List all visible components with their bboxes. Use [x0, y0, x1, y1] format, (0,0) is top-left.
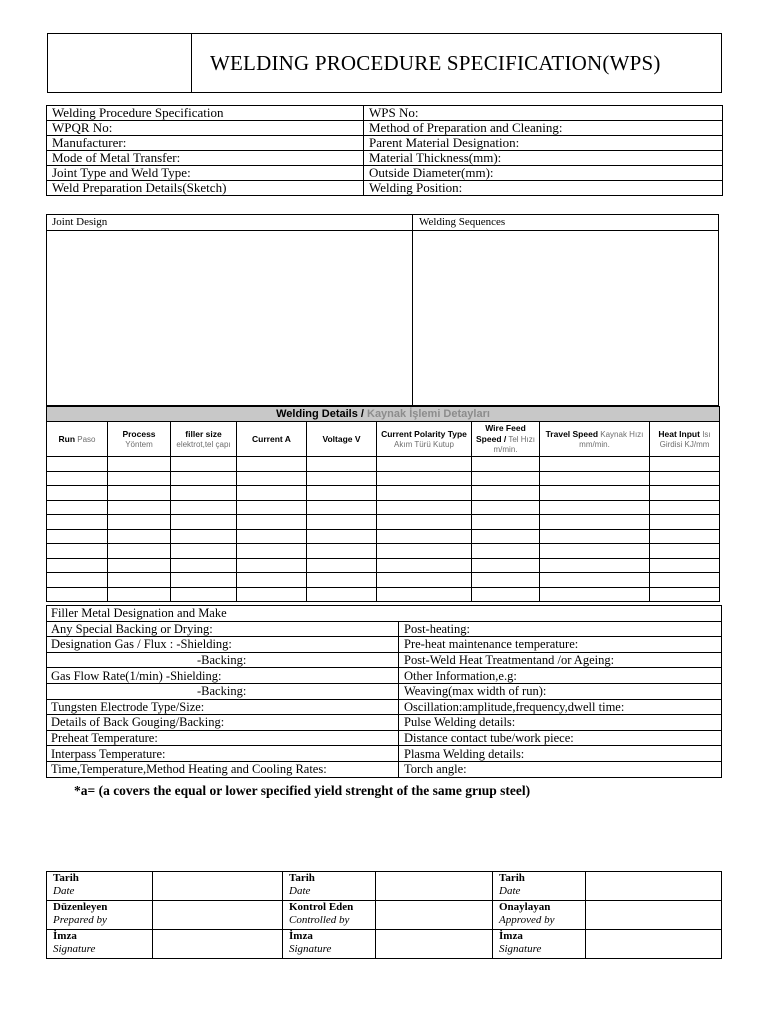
- info-row: [47, 151, 723, 166]
- welding-row: [47, 486, 720, 501]
- welding-cell[interactable]: [650, 587, 720, 602]
- welding-cell[interactable]: [377, 573, 472, 588]
- signature-field[interactable]: [376, 901, 493, 930]
- welding-column-header: Voltage V: [307, 422, 377, 457]
- signature-field[interactable]: [586, 901, 722, 930]
- welding-row: [47, 457, 720, 472]
- filler-label-right[interactable]: Pulse Welding details:: [399, 715, 722, 731]
- filler-label-right[interactable]: Weaving(max width of run):: [399, 683, 722, 699]
- welding-sequences-label: Welding Sequences: [419, 216, 506, 228]
- filler-label-right[interactable]: Plasma Welding details:: [399, 746, 722, 762]
- welding-cell[interactable]: [650, 558, 720, 573]
- welding-details-caption: Welding Details / Kaynak İşlemi Detayları: [47, 407, 720, 422]
- filler-label-left[interactable]: -Backing:: [47, 683, 399, 699]
- welding-cell[interactable]: [237, 587, 307, 602]
- welding-cell[interactable]: [377, 486, 472, 501]
- welding-column-header: Current A: [237, 422, 307, 457]
- filler-label-left[interactable]: Preheat Temperature:: [47, 730, 399, 746]
- info-row: [47, 166, 723, 181]
- welding-cell[interactable]: [650, 471, 720, 486]
- welding-row: [47, 558, 720, 573]
- welding-cell[interactable]: [47, 500, 108, 515]
- signature-field[interactable]: [586, 930, 722, 959]
- welding-cell[interactable]: [377, 558, 472, 573]
- welding-row: [47, 500, 720, 515]
- welding-cell[interactable]: [237, 573, 307, 588]
- filler-row: [47, 761, 722, 777]
- welding-cell[interactable]: [307, 587, 377, 602]
- welding-cell[interactable]: [237, 500, 307, 515]
- welding-cell[interactable]: [540, 544, 650, 559]
- welding-row: [47, 573, 720, 588]
- welding-cell[interactable]: [472, 573, 540, 588]
- welding-cell[interactable]: [540, 515, 650, 530]
- welding-cell[interactable]: [108, 558, 171, 573]
- info-label-right[interactable]: Material Thickness(mm):: [364, 151, 723, 166]
- welding-cell[interactable]: [650, 515, 720, 530]
- document-title: WELDING PROCEDURE SPECIFICATION(WPS): [210, 51, 661, 75]
- filler-label-right[interactable]: Oscillation:amplitude,frequency,dwell time:: [399, 699, 722, 715]
- welding-column-header: Process Yöntem: [108, 422, 171, 457]
- welding-cell[interactable]: [108, 500, 171, 515]
- filler-label-left[interactable]: Gas Flow Rate(1/min) -Shielding:: [47, 668, 399, 684]
- welding-cell[interactable]: [472, 544, 540, 559]
- signature-label: Onaylayan Approved by: [493, 901, 586, 930]
- welding-cell[interactable]: [171, 544, 237, 559]
- wps-info-table: [46, 105, 723, 196]
- welding-cell[interactable]: [47, 544, 108, 559]
- info-label-left[interactable]: Joint Type and Weld Type:: [47, 166, 364, 181]
- welding-cell[interactable]: [540, 500, 650, 515]
- welding-cell[interactable]: [377, 457, 472, 472]
- welding-cell[interactable]: [472, 486, 540, 501]
- welding-cell[interactable]: [377, 471, 472, 486]
- welding-details-table: [46, 406, 720, 602]
- info-label-right[interactable]: Outside Diameter(mm):: [364, 166, 723, 181]
- signature-field[interactable]: [586, 872, 722, 901]
- welding-cell[interactable]: [237, 471, 307, 486]
- welding-cell[interactable]: [171, 558, 237, 573]
- info-label-right[interactable]: Welding Position:: [364, 181, 723, 196]
- welding-cell[interactable]: [108, 457, 171, 472]
- welding-cell[interactable]: [108, 471, 171, 486]
- filler-row: [47, 637, 722, 653]
- welding-cell[interactable]: [472, 529, 540, 544]
- welding-cell[interactable]: [307, 457, 377, 472]
- joint-design-area: [46, 214, 719, 406]
- welding-cell[interactable]: [307, 573, 377, 588]
- welding-cell[interactable]: [377, 529, 472, 544]
- welding-cell[interactable]: [108, 529, 171, 544]
- welding-cell[interactable]: [237, 529, 307, 544]
- welding-cell[interactable]: [47, 515, 108, 530]
- welding-column-header: Travel Speed Kaynak Hızı mm/min.: [540, 422, 650, 457]
- welding-cell[interactable]: [108, 515, 171, 530]
- welding-cell[interactable]: [307, 529, 377, 544]
- welding-cell[interactable]: [237, 457, 307, 472]
- signature-row: [47, 930, 722, 959]
- signature-table: [46, 871, 722, 959]
- info-label-right[interactable]: Parent Material Designation:: [364, 136, 723, 151]
- filler-label-right[interactable]: Post-heating:: [399, 621, 722, 637]
- signature-field[interactable]: [376, 930, 493, 959]
- filler-label-right[interactable]: Other Information,e.g:: [399, 668, 722, 684]
- info-label-left[interactable]: Welding Procedure Specification: [47, 106, 364, 121]
- signature-label: Tarih Date: [493, 872, 586, 901]
- welding-column-header: Current Polarity Type Akım Türü Kutup: [377, 422, 472, 457]
- welding-cell[interactable]: [540, 471, 650, 486]
- welding-column-header: filler size elektrot,tel çapı: [171, 422, 237, 457]
- signature-label: Kontrol Eden Controlled by: [283, 901, 376, 930]
- welding-cell[interactable]: [540, 558, 650, 573]
- signature-label: Tarih Date: [283, 872, 376, 901]
- filler-label-left[interactable]: Interpass Temperature:: [47, 746, 399, 762]
- filler-label-right[interactable]: Pre-heat maintenance temperature:: [399, 637, 722, 653]
- signature-field[interactable]: [153, 901, 283, 930]
- welding-column-header: Heat Input Isı Girdisi KJ/mm: [650, 422, 720, 457]
- welding-row: [47, 515, 720, 530]
- welding-cell[interactable]: [47, 529, 108, 544]
- welding-cell[interactable]: [108, 587, 171, 602]
- info-label-left[interactable]: Weld Preparation Details(Sketch): [47, 181, 364, 196]
- welding-cell[interactable]: [540, 486, 650, 501]
- welding-cell[interactable]: [108, 573, 171, 588]
- welding-cell[interactable]: [47, 573, 108, 588]
- info-row: [47, 106, 723, 121]
- welding-cell[interactable]: [472, 587, 540, 602]
- filler-label-right[interactable]: Distance contact tube/work piece:: [399, 730, 722, 746]
- welding-cell[interactable]: [171, 500, 237, 515]
- welding-cell[interactable]: [171, 471, 237, 486]
- welding-cell[interactable]: [47, 486, 108, 501]
- welding-cell[interactable]: [47, 587, 108, 602]
- welding-cell[interactable]: [540, 587, 650, 602]
- signature-field[interactable]: [153, 872, 283, 901]
- welding-cell[interactable]: [47, 457, 108, 472]
- welding-cell[interactable]: [307, 471, 377, 486]
- filler-row: [47, 715, 722, 731]
- welding-cell[interactable]: [472, 500, 540, 515]
- signature-row: [47, 872, 722, 901]
- info-row: [47, 136, 723, 151]
- welding-row: [47, 544, 720, 559]
- filler-label-left[interactable]: Designation Gas / Flux : -Shielding:: [47, 637, 399, 653]
- welding-cell[interactable]: [171, 587, 237, 602]
- info-label-left[interactable]: Mode of Metal Transfer:: [47, 151, 364, 166]
- welding-row: [47, 587, 720, 602]
- welding-cell[interactable]: [237, 558, 307, 573]
- welding-cell[interactable]: [377, 500, 472, 515]
- welding-cell[interactable]: [650, 544, 720, 559]
- filler-row: [47, 683, 722, 699]
- welding-cell[interactable]: [472, 558, 540, 573]
- welding-cell[interactable]: [237, 515, 307, 530]
- signature-label: İmza Signature: [283, 930, 376, 959]
- filler-row: [47, 621, 722, 637]
- filler-metal-title: Filler Metal Designation and Make: [47, 606, 722, 622]
- welding-cell[interactable]: [377, 515, 472, 530]
- welding-cell[interactable]: [237, 544, 307, 559]
- welding-cell[interactable]: [472, 471, 540, 486]
- welding-cell[interactable]: [108, 486, 171, 501]
- welding-row: [47, 471, 720, 486]
- signature-label: Tarih Date: [47, 872, 153, 901]
- filler-row: [47, 652, 722, 668]
- filler-row: [47, 746, 722, 762]
- welding-cell[interactable]: [171, 573, 237, 588]
- info-label-right[interactable]: WPS No:: [364, 106, 723, 121]
- info-label-left[interactable]: Manufacturer:: [47, 136, 364, 151]
- filler-row: [47, 730, 722, 746]
- welding-column-header: Run Paso: [47, 422, 108, 457]
- filler-row: [47, 699, 722, 715]
- welding-cell[interactable]: [307, 544, 377, 559]
- welding-cell[interactable]: [171, 515, 237, 530]
- welding-cell[interactable]: [307, 500, 377, 515]
- welding-cell[interactable]: [650, 457, 720, 472]
- welding-cell[interactable]: [307, 558, 377, 573]
- filler-label-left[interactable]: Time,Temperature,Method Heating and Cooling Rates:: [47, 761, 399, 777]
- signature-label: İmza Signature: [47, 930, 153, 959]
- welding-cell[interactable]: [472, 457, 540, 472]
- filler-label-right[interactable]: Torch angle:: [399, 761, 722, 777]
- welding-cell[interactable]: [171, 457, 237, 472]
- welding-cell[interactable]: [108, 544, 171, 559]
- welding-cell[interactable]: [47, 558, 108, 573]
- signature-label: Düzenleyen Prepared by: [47, 901, 153, 930]
- welding-cell[interactable]: [650, 500, 720, 515]
- filler-label-left[interactable]: Any Special Backing or Drying:: [47, 621, 399, 637]
- welding-row: [47, 529, 720, 544]
- signature-field[interactable]: [153, 930, 283, 959]
- filler-label-right[interactable]: Post-Weld Heat Treatmentand /or Ageing:: [399, 652, 722, 668]
- yield-strength-note: *a= (a covers the equal or lower specified yield strenght of the same grıup steel): [74, 783, 531, 798]
- welding-cell[interactable]: [377, 587, 472, 602]
- info-row: [47, 181, 723, 196]
- welding-cell[interactable]: [650, 573, 720, 588]
- welding-cell[interactable]: [650, 486, 720, 501]
- welding-cell[interactable]: [540, 457, 650, 472]
- welding-cell[interactable]: [472, 515, 540, 530]
- document-header: [47, 33, 722, 93]
- filler-metal-table: [46, 605, 722, 778]
- filler-label-left[interactable]: Details of Back Gouging/Backing:: [47, 715, 399, 731]
- welding-cell[interactable]: [171, 529, 237, 544]
- signature-label: İmza Signature: [493, 930, 586, 959]
- info-label-right[interactable]: Method of Preparation and Cleaning:: [364, 121, 723, 136]
- welding-cell[interactable]: [540, 529, 650, 544]
- joint-design-label: Joint Design: [52, 216, 108, 228]
- info-label-left[interactable]: WPQR No:: [47, 121, 364, 136]
- signature-row: [47, 901, 722, 930]
- welding-cell[interactable]: [47, 471, 108, 486]
- welding-cell[interactable]: [237, 486, 307, 501]
- logo-cell: [48, 34, 192, 92]
- welding-cell[interactable]: [307, 515, 377, 530]
- welding-cell[interactable]: [540, 573, 650, 588]
- welding-cell[interactable]: [650, 529, 720, 544]
- welding-cell[interactable]: [171, 486, 237, 501]
- signature-field[interactable]: [376, 872, 493, 901]
- welding-cell[interactable]: [307, 486, 377, 501]
- welding-column-header: Wire Feed Speed / Tel Hızı m/min.: [472, 422, 540, 457]
- filler-label-left[interactable]: Tungsten Electrode Type/Size:: [47, 699, 399, 715]
- filler-row: [47, 668, 722, 684]
- filler-label-left[interactable]: -Backing:: [47, 652, 399, 668]
- info-row: [47, 121, 723, 136]
- welding-cell[interactable]: [377, 544, 472, 559]
